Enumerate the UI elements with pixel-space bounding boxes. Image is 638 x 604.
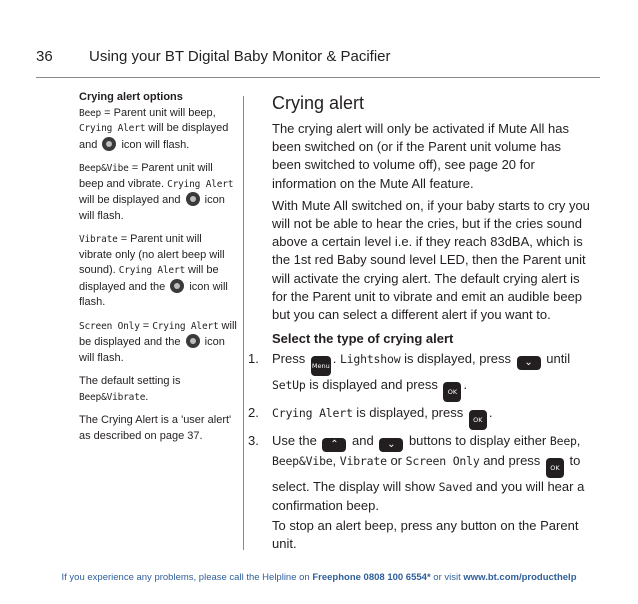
page-title: Using your BT Digital Baby Monitor & Pacifier bbox=[89, 48, 391, 65]
text: icon will flash. bbox=[79, 194, 225, 222]
text: . bbox=[488, 405, 493, 421]
up-key-icon: ⌃ bbox=[322, 438, 346, 452]
lcd-screen-only: Screen Only bbox=[405, 454, 480, 469]
ok-key-icon: OK bbox=[469, 410, 487, 430]
baby-vibrate-icon bbox=[170, 279, 184, 293]
lcd-beep: Beep bbox=[549, 434, 577, 449]
option-beep-vibe-code: Beep&Vibe bbox=[79, 163, 129, 174]
text: will be displayed and the bbox=[79, 319, 237, 348]
help-url-link[interactable]: www.bt.com/producthelp bbox=[463, 572, 577, 583]
text: will be displayed and bbox=[79, 122, 229, 151]
lcd-beep-vibe: Beep&Vibe bbox=[272, 454, 333, 469]
sidebar-user-alert: The Crying Alert is a 'user alert' as described on page 37. bbox=[79, 414, 232, 442]
text: is displayed, press bbox=[400, 351, 515, 367]
paragraph-intro: The crying alert will only be activated if Mute All has been switched on (or if the Parent unit volume has been switched to volume off), see page 20 for information on the Mute All feature. bbox=[272, 121, 569, 191]
sidebar-default bbox=[79, 374, 237, 405]
footer-text: If you experience any problems, please call the Helpline on bbox=[61, 572, 313, 583]
text: will be displayed and the bbox=[79, 264, 219, 293]
ok-key-icon: OK bbox=[546, 458, 564, 478]
baby-vibrate-icon bbox=[186, 192, 200, 206]
down-key-icon: ⌄ bbox=[517, 356, 541, 370]
text: and bbox=[348, 433, 378, 449]
page-footer bbox=[0, 572, 638, 583]
lcd-vibrate: Vibrate bbox=[339, 454, 387, 469]
crying-alert-code: Crying Alert bbox=[152, 320, 219, 332]
option-vibrate-code: Vibrate bbox=[79, 234, 118, 245]
text: , bbox=[332, 453, 340, 469]
text: to select. The display will show bbox=[272, 453, 581, 495]
option-beep-code: Beep bbox=[79, 107, 102, 119]
text: . bbox=[145, 390, 149, 403]
text: or bbox=[386, 453, 406, 469]
step-2 bbox=[248, 404, 592, 430]
step-1 bbox=[248, 350, 592, 402]
text: The default setting is bbox=[79, 375, 181, 387]
section-title: Crying alert bbox=[272, 93, 365, 113]
text: , bbox=[576, 433, 581, 449]
text: until bbox=[542, 351, 571, 367]
step-3 bbox=[248, 432, 592, 514]
page-header bbox=[0, 0, 638, 80]
crying-alert-code: Crying Alert bbox=[167, 178, 234, 190]
text: will be displayed and bbox=[79, 194, 184, 206]
steps-list bbox=[248, 350, 592, 514]
lcd-lightshow: Lightshow bbox=[339, 352, 401, 367]
baby-vibrate-icon bbox=[186, 334, 200, 348]
text: icon will flash. bbox=[79, 280, 228, 308]
sub-heading: Select the type of crying alert bbox=[272, 331, 454, 347]
page-number: 36 bbox=[36, 48, 53, 65]
text: is displayed, press bbox=[352, 405, 467, 421]
crying-alert-code: Crying Alert bbox=[79, 123, 146, 134]
text: is displayed and press bbox=[305, 377, 442, 393]
default-code: Beep&Vibrate bbox=[79, 391, 146, 403]
sidebar-notes bbox=[79, 90, 237, 452]
paragraph-stop-beep: To stop an alert beep, press any button on the Parent unit. bbox=[272, 517, 579, 552]
sidebar-beep bbox=[79, 90, 237, 153]
column-divider bbox=[243, 96, 244, 550]
text: . bbox=[332, 351, 340, 367]
text: . bbox=[463, 377, 468, 393]
text: Press bbox=[272, 351, 309, 367]
baby-alert-icon bbox=[102, 137, 116, 151]
main-content bbox=[248, 92, 592, 557]
lcd-crying-alert: Crying Alert bbox=[272, 406, 353, 421]
step-number: 2. bbox=[248, 405, 259, 421]
step-number: 3. bbox=[248, 433, 259, 449]
helpline-phone: Freephone 0808 100 6554* bbox=[312, 572, 431, 583]
text: icon will flash. bbox=[79, 336, 225, 364]
crying-alert-code: Crying Alert bbox=[118, 265, 185, 276]
sidebar-vibrate bbox=[79, 232, 237, 311]
text: icon will flash. bbox=[118, 138, 190, 151]
lcd-saved: Saved bbox=[438, 480, 473, 495]
paragraph-mute-all: With Mute All switched on, if your baby starts to cry you will not be able to hear the cries, but if the cries sound above a certain level i.e. if they reach 83dBA, which is the 1st red Baby sound level LED, then the Parent unit will activate the crying alert. The default crying alert is for the Parent unit to vibrate and emit an audible beep but you can select a different alert if you want to. bbox=[272, 197, 590, 323]
menu-key-icon: Menu bbox=[311, 356, 331, 376]
option-screen-only-code: Screen Only bbox=[79, 320, 140, 332]
text: = bbox=[139, 319, 153, 332]
lcd-setup: SetUp bbox=[272, 378, 306, 393]
text: and press bbox=[479, 453, 544, 469]
text: = Parent unit will beep and vibrate. bbox=[79, 162, 213, 190]
sidebar-screen-only bbox=[79, 319, 237, 367]
down-key-icon: ⌄ bbox=[379, 438, 403, 452]
sidebar-heading: Crying alert options bbox=[79, 91, 183, 103]
footer-text: or visit bbox=[430, 572, 464, 583]
ok-key-icon: OK bbox=[443, 382, 461, 402]
text: buttons to display either bbox=[405, 433, 550, 449]
text: = Parent unit will vibrate only (no alert beep will sound). bbox=[79, 233, 225, 276]
header-divider bbox=[36, 77, 600, 78]
sidebar-beep-vibe bbox=[79, 161, 237, 224]
step-number: 1. bbox=[248, 351, 259, 367]
text: Use the bbox=[272, 433, 321, 449]
text: = Parent unit will beep, bbox=[101, 106, 216, 119]
text: and you will hear a confirmation beep. bbox=[272, 479, 585, 513]
